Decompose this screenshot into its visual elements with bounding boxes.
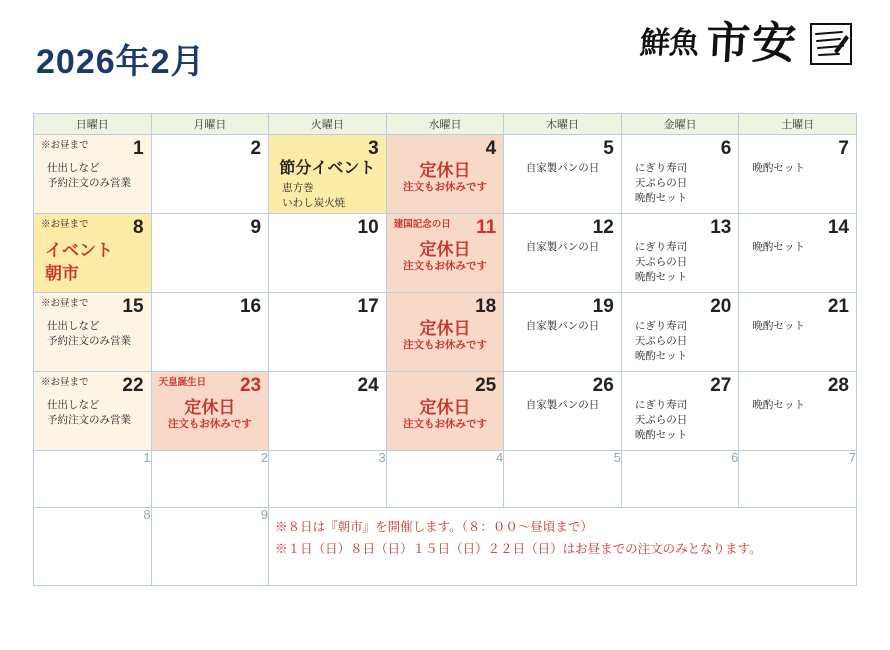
- day-number: 26: [592, 375, 614, 396]
- day-number: 9: [260, 507, 269, 522]
- day-cell-inner: [34, 451, 151, 465]
- fish-scribble-mark-icon: [810, 23, 852, 65]
- weekday-header-sat: 土曜日: [739, 114, 857, 135]
- day-number: 17: [357, 296, 379, 317]
- day-number: 2: [260, 450, 269, 465]
- menu-line: 晩酌セット: [752, 240, 805, 253]
- day-number: 1: [132, 138, 144, 159]
- day-cell-inner: [504, 372, 621, 450]
- day-number: 5: [613, 450, 621, 465]
- day-cell-inner: [504, 135, 621, 213]
- menu-line: 天ぷらの日: [634, 414, 688, 427]
- calendar-day-cell[interactable]: [34, 214, 152, 293]
- calendar-day-cell[interactable]: [504, 214, 622, 293]
- footnote-line: ※８日は『朝市』を開催します。（８：００～昼頃まで）: [275, 520, 593, 534]
- calendar-next-month-cell[interactable]: [151, 451, 269, 508]
- day-number: 1: [143, 450, 151, 465]
- day-number: 9: [250, 217, 262, 238]
- calendar-next-month-cell[interactable]: [269, 451, 387, 508]
- menu-line: 自家製パンの日: [525, 319, 600, 332]
- calendar-day-cell[interactable]: [151, 135, 269, 214]
- day-number: 6: [731, 450, 739, 465]
- day-number: 7: [848, 450, 856, 465]
- footnote-line: ※１日（日）８日（日）１５日（日）２２日（日）はお昼までの注文のみとなります。: [275, 541, 762, 556]
- day-number: 28: [827, 375, 849, 396]
- menu-lines: [746, 398, 849, 413]
- logo-text-small: 鮮魚: [638, 26, 700, 61]
- day-cell-inner: [152, 135, 269, 213]
- menu-line: 晩酌セット: [634, 192, 688, 205]
- day-cell-inner: [269, 214, 386, 292]
- menu-lines: [629, 161, 732, 207]
- calendar-day-cell[interactable]: [621, 293, 739, 372]
- day-number: 10: [357, 217, 379, 238]
- day-cell-inner: [152, 214, 269, 292]
- menu-line: 天ぷらの日: [634, 256, 688, 269]
- menu-lines: [746, 319, 849, 334]
- calendar-day-cell[interactable]: [621, 372, 739, 451]
- closed-day-label: 定休日: [184, 397, 236, 417]
- closed-day-sublabel: 注文もお休みです: [167, 418, 252, 431]
- day-number: 21: [827, 296, 849, 317]
- calendar-day-cell[interactable]: [739, 372, 857, 451]
- day-cell-inner: [387, 293, 504, 371]
- menu-line: 晩酌セット: [634, 271, 688, 284]
- menu-lines: [629, 319, 732, 365]
- menu-line: 仕出しなど: [47, 161, 100, 174]
- day-cell-inner: [504, 293, 621, 371]
- day-number: 2: [250, 138, 262, 159]
- closed-day-label: 定休日: [419, 318, 471, 338]
- calendar-table: [33, 113, 857, 586]
- calendar-day-cell[interactable]: [151, 293, 269, 372]
- closed-day-sublabel: 注文もお休みです: [402, 181, 487, 194]
- menu-line: 晩酌セット: [634, 350, 688, 363]
- menu-line: 天ぷらの日: [634, 177, 688, 190]
- menu-line: 自家製パンの日: [525, 240, 600, 253]
- day-number: 15: [122, 296, 144, 317]
- menu-line: 晩酌セット: [752, 319, 805, 332]
- calendar-next-month-cell[interactable]: [739, 451, 857, 508]
- day-cell-inner: [504, 214, 621, 292]
- calendar-week-row: [34, 372, 857, 451]
- menu-line: 恵方巻: [282, 181, 314, 194]
- weekday-header-fri: 金曜日: [621, 114, 739, 135]
- day-cell-inner: [152, 508, 269, 522]
- day-number: 23: [239, 375, 262, 396]
- day-number: 27: [710, 375, 732, 396]
- menu-line: 晩酌セット: [752, 161, 805, 174]
- menu-lines: [511, 240, 614, 255]
- page-header: [0, 0, 890, 108]
- day-cell-inner: [504, 451, 621, 465]
- day-number: 25: [475, 375, 497, 396]
- day-cell-inner: [622, 293, 739, 371]
- menu-line: 予約注文のみ営業: [47, 414, 131, 427]
- day-number: 12: [592, 217, 614, 238]
- menu-lines: [629, 240, 732, 286]
- day-cell-inner: [34, 214, 151, 292]
- calendar-day-cell[interactable]: [151, 214, 269, 293]
- weekday-header-mon: 月曜日: [151, 114, 269, 135]
- day-cell-inner: [152, 293, 269, 371]
- weekday-header-row: [34, 114, 857, 135]
- calendar-day-cell[interactable]: [151, 372, 269, 451]
- day-note-top: ※お昼まで: [41, 219, 89, 230]
- day-number: 14: [827, 217, 849, 238]
- menu-lines: [746, 240, 849, 255]
- day-number: 11: [476, 217, 497, 238]
- day-number: 16: [239, 296, 262, 317]
- menu-lines: [41, 398, 144, 428]
- closed-day-label: 定休日: [419, 239, 471, 259]
- calendar-day-cell[interactable]: [269, 135, 387, 214]
- closed-day-sublabel: 注文もお休みです: [402, 260, 487, 273]
- day-cell-inner: [739, 372, 856, 450]
- menu-line: 予約注文のみ営業: [47, 177, 131, 190]
- calendar-day-cell[interactable]: [621, 214, 739, 293]
- day-number: 13: [710, 217, 732, 238]
- calendar-day-cell[interactable]: [386, 214, 504, 293]
- day-cell-inner: [387, 214, 504, 292]
- calendar-day-cell[interactable]: [386, 293, 504, 372]
- day-cell-inner: [152, 372, 269, 450]
- menu-lines: [41, 319, 144, 349]
- day-cell-inner: [387, 372, 504, 450]
- calendar-day-cell[interactable]: [34, 372, 152, 451]
- calendar-day-cell[interactable]: [739, 214, 857, 293]
- day-cell-inner: [34, 508, 151, 522]
- day-note-top: ※お昼まで: [41, 140, 89, 151]
- day-cell-inner: [269, 135, 386, 213]
- day-cell-inner: [269, 451, 386, 465]
- weekday-header-thu: 木曜日: [504, 114, 622, 135]
- closed-day-label: 定休日: [419, 397, 471, 417]
- menu-line: 晩酌セット: [634, 429, 688, 442]
- calendar-week-row: [34, 135, 857, 214]
- closed-day-label: 定休日: [419, 160, 471, 180]
- day-cell-inner: [622, 372, 739, 450]
- closed-day-sublabel: 注文もお休みです: [402, 418, 487, 431]
- day-cell-inner: [152, 451, 269, 465]
- day-number: 24: [357, 375, 379, 396]
- day-cell-inner: [387, 135, 504, 213]
- menu-lines: [511, 398, 614, 413]
- holiday-name-label: 建国記念の日: [393, 219, 451, 230]
- calendar-day-cell[interactable]: [386, 135, 504, 214]
- calendar-body: [34, 135, 857, 586]
- day-number: 19: [592, 296, 614, 317]
- day-number: 3: [378, 450, 386, 465]
- calendar-day-cell[interactable]: [504, 372, 622, 451]
- calendar-next-month-cell[interactable]: [34, 451, 152, 508]
- menu-line: いわし炭火焼: [282, 197, 346, 210]
- event-line: イベント: [45, 240, 113, 260]
- logo-text-big: 市安: [704, 18, 800, 69]
- calendar-day-cell[interactable]: [621, 135, 739, 214]
- menu-line: 晩酌セット: [752, 398, 805, 411]
- calendar-day-cell[interactable]: [34, 135, 152, 214]
- day-number: 6: [720, 138, 732, 159]
- footnote-cell: [269, 508, 857, 586]
- day-number: 22: [122, 375, 144, 396]
- day-cell-inner: [34, 135, 151, 213]
- menu-line: にぎり寿司: [634, 240, 688, 253]
- day-cell-inner: [387, 451, 504, 465]
- calendar-week-row: [34, 293, 857, 372]
- day-number: 8: [143, 507, 151, 522]
- calendar-next-month-cell[interactable]: [34, 508, 152, 586]
- day-note-top: ※お昼まで: [41, 298, 89, 309]
- menu-lines: [511, 161, 614, 176]
- event-title: 節分イベント: [279, 159, 376, 177]
- day-number: 4: [485, 138, 497, 159]
- weekday-header-wed: 水曜日: [386, 114, 504, 135]
- day-cell-inner: [622, 451, 739, 465]
- event-line: 朝市: [45, 263, 79, 283]
- event-block: [41, 240, 144, 286]
- menu-line: 天ぷらの日: [634, 335, 688, 348]
- day-cell-inner: [269, 372, 386, 450]
- calendar-trailing-row: [34, 451, 857, 508]
- holiday-name-label: 天皇誕生日: [158, 377, 207, 388]
- calendar-day-cell[interactable]: [269, 293, 387, 372]
- calendar-day-cell[interactable]: [34, 293, 152, 372]
- calendar-next-month-cell[interactable]: [386, 451, 504, 508]
- calendar-day-cell[interactable]: [386, 372, 504, 451]
- day-cell-inner: [34, 293, 151, 371]
- calendar-day-cell[interactable]: [269, 372, 387, 451]
- menu-line: にぎり寿司: [634, 398, 688, 411]
- menu-line: 仕出しなど: [47, 319, 100, 332]
- day-cell-inner: [739, 293, 856, 371]
- weekday-header-sun: 日曜日: [34, 114, 152, 135]
- day-number: 18: [475, 296, 497, 317]
- day-note-top: ※お昼まで: [41, 377, 89, 388]
- menu-lines: [276, 181, 379, 211]
- day-cell-inner: [739, 451, 856, 465]
- day-cell-inner: [622, 214, 739, 292]
- closed-day-sublabel: 注文もお休みです: [402, 339, 487, 352]
- calendar-day-cell[interactable]: [504, 135, 622, 214]
- calendar-week-row: [34, 214, 857, 293]
- menu-line: 自家製パンの日: [525, 398, 600, 411]
- weekday-header-tue: 火曜日: [269, 114, 387, 135]
- page-title: 2026年2月: [36, 43, 206, 81]
- menu-lines: [629, 398, 732, 444]
- calendar-day-cell[interactable]: [739, 135, 857, 214]
- menu-lines: [511, 319, 614, 334]
- menu-lines: [746, 161, 849, 176]
- day-number: 8: [132, 217, 144, 238]
- footnote-text: [269, 508, 856, 561]
- calendar-next-month-cell[interactable]: [504, 451, 622, 508]
- calendar-day-cell[interactable]: [269, 214, 387, 293]
- calendar-footnote-row: [34, 508, 857, 586]
- calendar-next-month-cell[interactable]: [621, 451, 739, 508]
- menu-lines: [41, 161, 144, 191]
- calendar-day-cell[interactable]: [739, 293, 857, 372]
- day-number: 7: [838, 138, 849, 159]
- day-number: 20: [710, 296, 732, 317]
- day-cell-inner: [739, 214, 856, 292]
- menu-line: 仕出しなど: [47, 398, 100, 411]
- calendar-table-wrapper: [33, 113, 857, 586]
- day-cell-inner: [34, 372, 151, 450]
- menu-line: 自家製パンの日: [525, 161, 600, 174]
- calendar-day-cell[interactable]: [504, 293, 622, 372]
- shop-logo: [638, 18, 852, 69]
- calendar-next-month-cell[interactable]: [151, 508, 269, 586]
- menu-line: にぎり寿司: [634, 319, 688, 332]
- day-cell-inner: [269, 293, 386, 371]
- day-number: 3: [368, 138, 379, 159]
- menu-line: 予約注文のみ営業: [47, 335, 131, 348]
- day-number: 5: [603, 138, 614, 159]
- day-cell-inner: [739, 135, 856, 213]
- day-cell-inner: [622, 135, 739, 213]
- day-number: 4: [496, 450, 504, 465]
- menu-line: にぎり寿司: [634, 161, 688, 174]
